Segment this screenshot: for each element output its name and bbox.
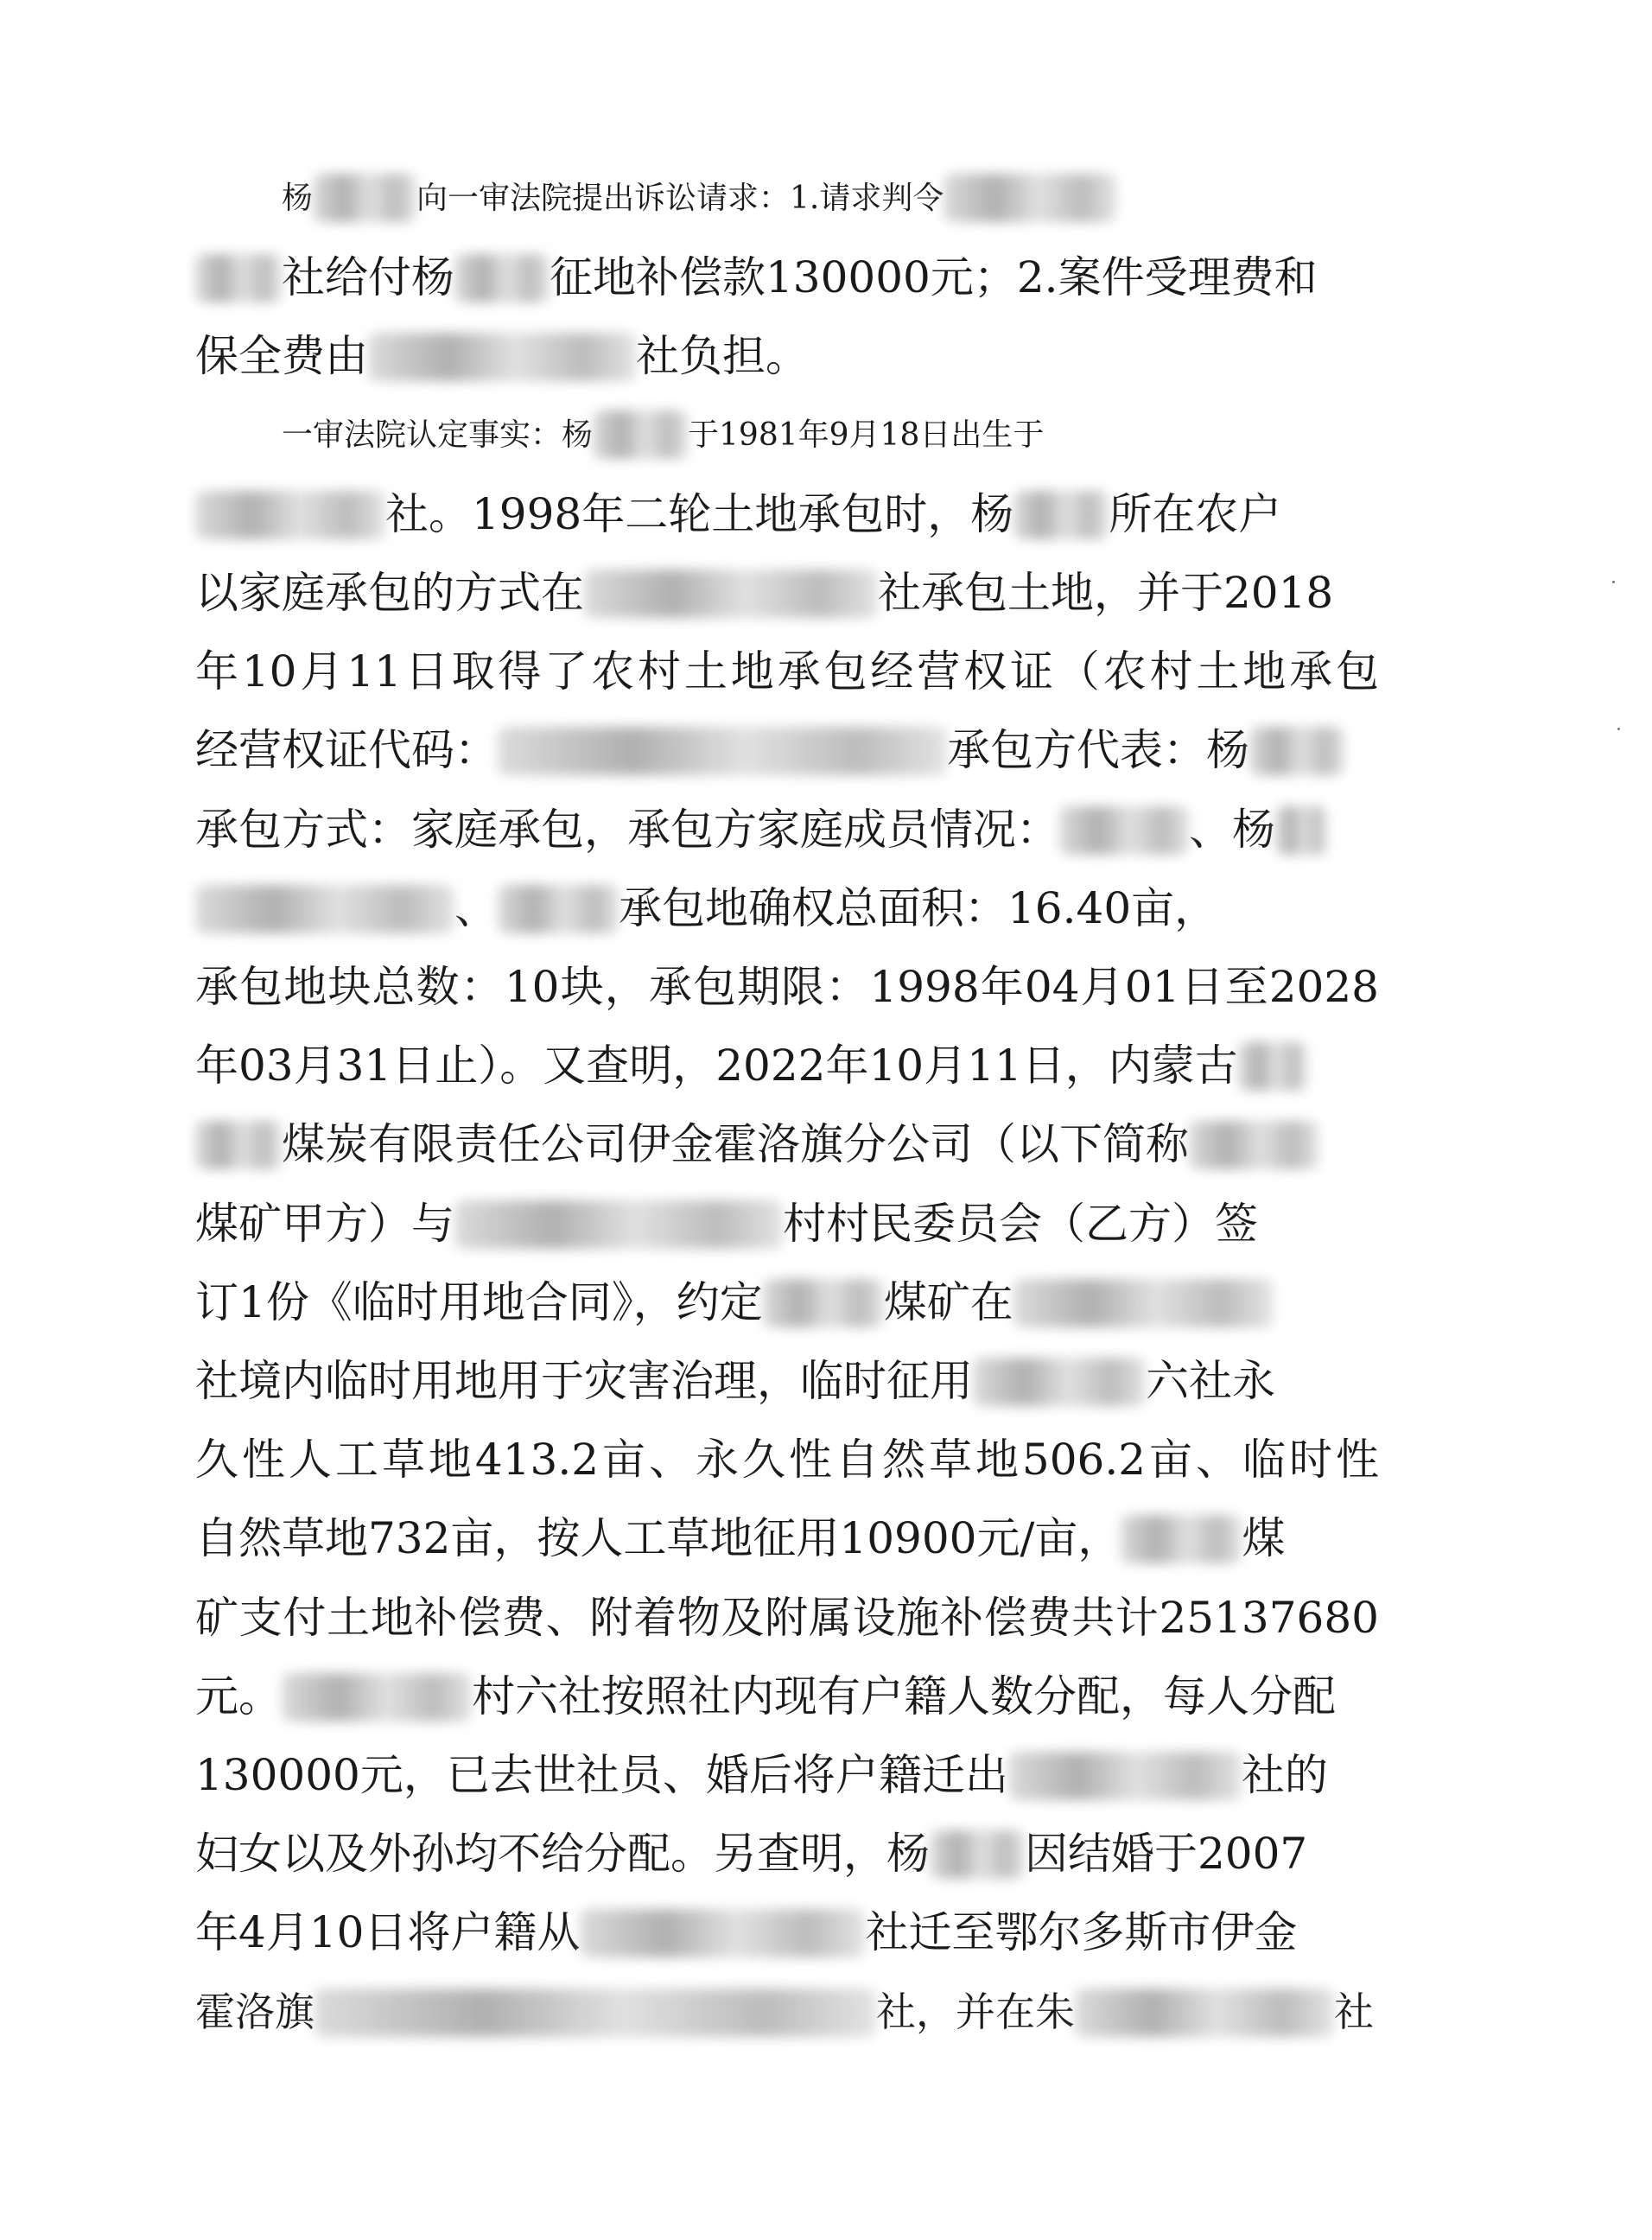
text-line [195, 1421, 1379, 1499]
text-segment: 村村民委员会（乙方）签 [783, 1198, 1258, 1249]
text-segment: 年10月11日取得了农村土地承包经营权证（农村土地承包 [195, 646, 1379, 697]
text-segment: 妇女以及外孙均不给分配。另查明，杨 [195, 1829, 930, 1880]
text-line [195, 1027, 1379, 1104]
redacted-text [1249, 727, 1344, 775]
text-line [195, 475, 1379, 553]
redacted-text [930, 1830, 1025, 1879]
redacted-text [763, 1279, 884, 1327]
text-line [195, 948, 1379, 1026]
redacted-text [195, 491, 385, 539]
text-segment: 年4月10日将户籍从 [195, 1907, 581, 1958]
text-segment: 煤矿甲方）与 [195, 1198, 454, 1249]
text-segment: 、 [454, 882, 498, 933]
redacted-text [1075, 1989, 1334, 2037]
redacted-text [1238, 1042, 1307, 1091]
text-line [195, 1579, 1379, 1657]
text-segment: 经营权证代码： [195, 725, 498, 776]
text-line [195, 711, 1379, 789]
text-segment: 订1份《临时用地合同》，约定 [195, 1276, 763, 1327]
text-line [195, 397, 1465, 474]
text-segment: 所在农户 [1109, 488, 1282, 539]
text-segment: 一审法院认定事实：杨 [282, 417, 594, 453]
text-line [195, 1499, 1379, 1577]
text-line [195, 1105, 1379, 1183]
text-segment: 社迁至鄂尔多斯市伊金 [865, 1907, 1298, 1958]
text-segment: 于1981年9月18日出生于 [688, 417, 1045, 453]
text-line [195, 1342, 1379, 1420]
redacted-text [195, 1121, 282, 1169]
text-segment: 向一审法院提出诉讼请求：1.请求判令 [416, 181, 944, 216]
text-line [195, 160, 1465, 238]
text-line [195, 1736, 1379, 1814]
redacted-text [313, 174, 416, 222]
redacted-text [1121, 1515, 1242, 1563]
text-line [195, 869, 1379, 947]
scan-speck [1612, 581, 1615, 583]
text-segment: 征地补偿款130000元；2.案件受理费和 [550, 252, 1318, 303]
text-segment: 社的 [1241, 1750, 1328, 1800]
text-segment: 承包方代表：杨 [947, 725, 1249, 776]
text-line [195, 1893, 1379, 1971]
text-line [195, 554, 1379, 632]
redacted-text [944, 174, 1116, 222]
text-segment: 承包地块总数：10块，承包期限：1998年04月01日至2028 [195, 962, 1379, 1012]
text-segment: 杨 [282, 181, 314, 216]
text-segment: 以家庭承包的方式在 [195, 568, 584, 618]
text-segment: 煤炭有限责任公司伊金霍洛旗分公司（以下简称 [282, 1119, 1189, 1170]
text-line [195, 1658, 1379, 1735]
text-line [195, 1263, 1379, 1341]
text-segment: 社。1998年二轮土地承包时，杨 [385, 488, 1014, 539]
text-line [195, 1973, 1379, 2051]
redacted-text [498, 727, 947, 775]
text-segment: 社境内临时用地用于灾害治理，临时征用 [195, 1356, 973, 1406]
text-segment: 煤矿在 [883, 1276, 1013, 1327]
text-segment: 保全费由 [195, 331, 368, 382]
text-segment: 霍洛旗 [195, 1988, 315, 2035]
text-segment: 社给付杨 [282, 252, 454, 303]
text-segment: 六社永 [1146, 1356, 1275, 1406]
redacted-text [195, 885, 454, 933]
text-line [195, 1815, 1379, 1893]
redacted-text [593, 410, 688, 459]
text-segment: 村六社按照社内现有户籍人数分配，每人分配 [472, 1670, 1336, 1721]
redacted-text [315, 1989, 876, 2037]
text-segment: 承包地确权总面积：16.40亩， [619, 882, 1218, 933]
redacted-text [1008, 1752, 1242, 1800]
text-line [195, 633, 1379, 710]
redacted-text [580, 1909, 865, 1957]
text-segment: 久性人工草地413.2亩、永久性自然草地506.2亩、临时性 [195, 1435, 1379, 1486]
text-segment: 社承包土地，并于2018 [878, 568, 1334, 618]
scan-speck [1617, 728, 1620, 730]
redacted-text [454, 1200, 783, 1249]
redacted-text [1275, 806, 1327, 855]
redacted-text [498, 885, 619, 933]
text-line [195, 791, 1379, 869]
text-segment: 承包方式：家庭承包，承包方家庭成员情况： [195, 804, 1059, 855]
redacted-text [1013, 491, 1109, 539]
redacted-text [973, 1358, 1146, 1406]
redacted-text [1189, 1121, 1318, 1169]
redacted-text [1059, 806, 1189, 855]
text-segment: 矿支付土地补偿费、附着物及附属设施补偿费共计25137680 [195, 1592, 1379, 1643]
redacted-text [282, 1673, 472, 1721]
text-segment: 社 [1334, 1988, 1374, 2035]
redacted-text [368, 333, 636, 381]
redacted-text [454, 254, 550, 302]
text-segment: 自然草地732亩，按人工草地征用10900元/亩， [195, 1513, 1121, 1564]
redacted-text [584, 570, 878, 618]
text-segment: 年03月31日止）。又查明，2022年10月11日，内蒙古 [195, 1040, 1238, 1091]
text-line [195, 317, 1379, 395]
text-line [195, 1185, 1379, 1263]
redacted-text [1013, 1279, 1273, 1327]
text-segment: 煤 [1242, 1513, 1286, 1564]
text-segment: 130000元，已去世社员、婚后将户籍迁出 [195, 1750, 1008, 1800]
text-segment: 因结婚于2007 [1025, 1829, 1308, 1880]
redacted-text [195, 254, 282, 302]
text-segment: 、杨 [1189, 804, 1275, 855]
text-line [195, 239, 1379, 316]
text-segment: 社，并在朱 [876, 1988, 1075, 2035]
text-segment: 社负担。 [636, 331, 809, 382]
text-segment: 元。 [195, 1670, 282, 1721]
